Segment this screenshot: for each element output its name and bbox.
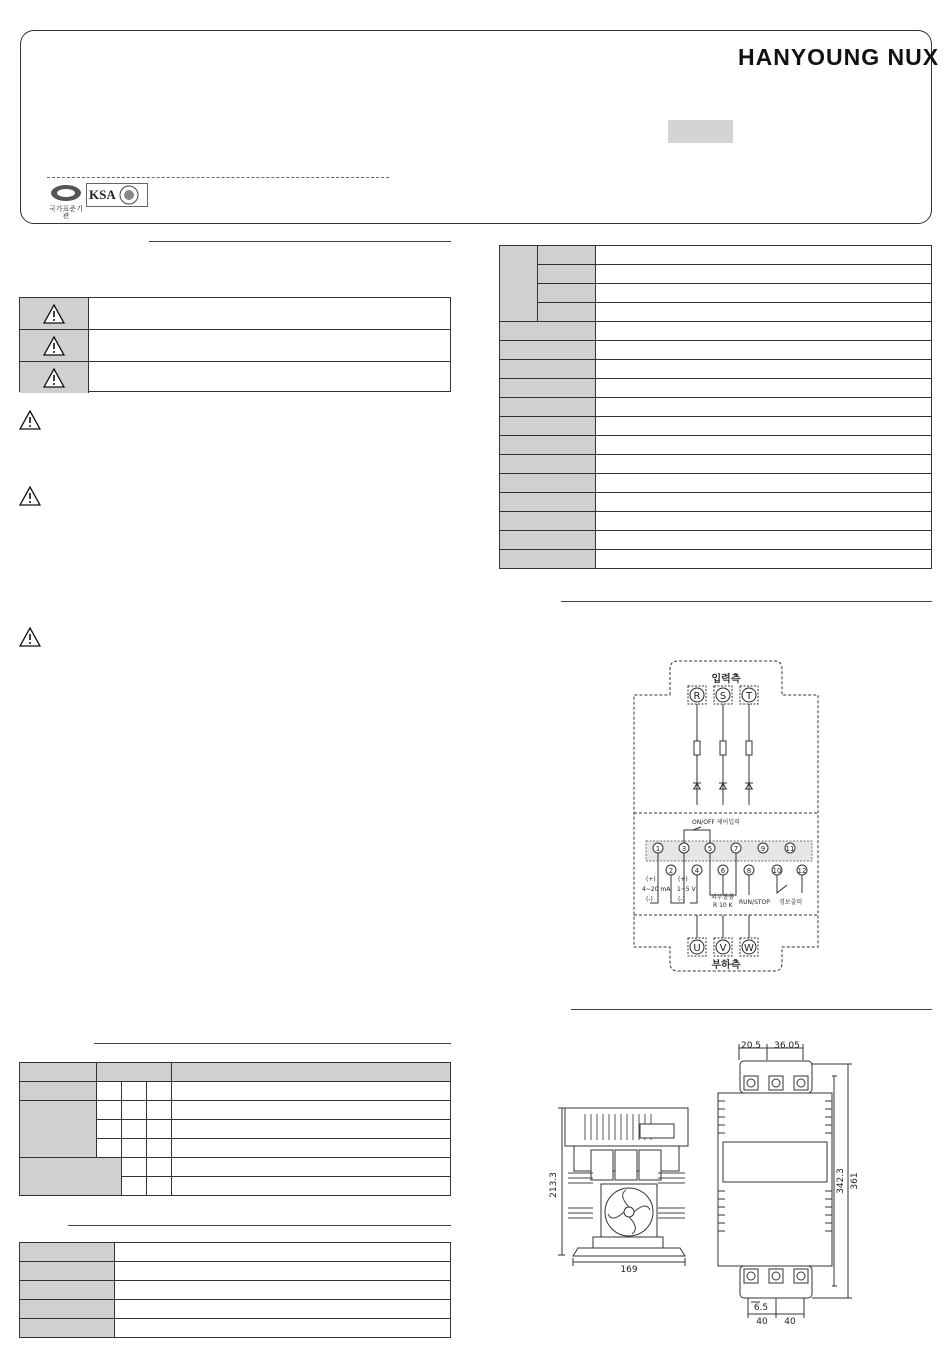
section-rule-5 <box>571 1009 932 1010</box>
terminal-6: 6 <box>720 867 726 875</box>
svg-text:R: R <box>693 691 701 702</box>
terminal-11: 11 <box>785 845 795 853</box>
terminal-R <box>688 686 706 704</box>
svg-text:W: W <box>744 943 754 954</box>
screw-icon <box>747 1272 755 1280</box>
terminal-9: 9 <box>760 845 766 853</box>
side-view-drawing <box>548 1100 698 1275</box>
warning-row <box>20 362 450 393</box>
svg-text:V: V <box>719 943 727 954</box>
terminal-block-icon <box>640 1124 674 1138</box>
dim-side-width: 169 <box>620 1265 638 1275</box>
terminal-10: 10 <box>772 867 782 875</box>
plus-label: (+) <box>646 876 656 883</box>
load-side-label: 부하측 <box>711 960 741 971</box>
brand-logo: HANYOUNG NUX <box>738 44 940 70</box>
minus-label-2: (-) <box>678 896 685 903</box>
section-rule-1 <box>149 241 451 242</box>
plus-label-2: (+) <box>678 876 688 883</box>
warning-triangle-icon <box>19 627 41 647</box>
dim-side-height: 213.3 <box>549 1172 559 1198</box>
front-view-drawing <box>713 1036 863 1326</box>
dim-bottom-b: 40 <box>756 1317 768 1326</box>
terminal-V <box>714 938 732 956</box>
terminal-12: 12 <box>797 867 807 875</box>
fuse-icon <box>694 741 700 755</box>
model-code-table <box>19 1062 451 1196</box>
svg-text:S: S <box>719 691 727 702</box>
svg-text:U: U <box>693 943 701 954</box>
warning-triangle-icon <box>43 336 65 356</box>
screw-icon <box>772 1079 780 1087</box>
spec-table-right <box>499 245 932 569</box>
warning-table <box>19 297 451 392</box>
current-signal-label: 4~20 mA <box>642 886 671 893</box>
pot-value: R 10 K <box>713 902 733 909</box>
cert-label-1: 국가표준기관 <box>49 205 83 220</box>
dim-top-b: 36.05 <box>774 1041 800 1051</box>
terminal-W <box>740 938 758 956</box>
dim-bottom-a: 6.5 <box>753 1303 769 1313</box>
terminal-S <box>714 686 732 704</box>
wiring-diagram <box>620 655 835 975</box>
input-side-label: 입력측 <box>711 674 741 685</box>
dim-height-outer: 361 <box>850 1172 860 1190</box>
terminal-7: 7 <box>733 845 739 853</box>
header-divider <box>47 177 389 178</box>
ksa-text: KSA <box>89 187 116 202</box>
warning-row <box>20 298 450 330</box>
warning-triangle-icon <box>43 304 65 324</box>
terminal-3: 3 <box>681 845 687 853</box>
screw-icon <box>747 1079 755 1087</box>
dim-height-inner: 342.3 <box>836 1168 846 1194</box>
terminal-T <box>740 686 758 704</box>
dim-top-a: 20.5 <box>740 1041 762 1051</box>
dim-bottom-c: 40 <box>784 1317 796 1326</box>
section-rule-4 <box>561 601 932 602</box>
national-standard-logo <box>48 184 84 220</box>
fuse-icon <box>746 741 752 755</box>
section-rule-2 <box>94 1043 451 1044</box>
voltage-signal-label: 1~5 V <box>677 886 696 893</box>
terminal-2: 2 <box>668 867 674 875</box>
fuse-icon <box>720 741 726 755</box>
terminal-1: 1 <box>655 845 661 853</box>
screw-icon <box>772 1272 780 1280</box>
pot-label: 외부볼륨 <box>711 894 735 901</box>
spec-table-bottom <box>19 1242 451 1338</box>
screw-icon <box>797 1272 805 1280</box>
ksa-seal-icon <box>119 185 139 205</box>
gray-label-box <box>668 120 733 143</box>
runstop-label: RUN/STOP <box>739 899 770 906</box>
warning-triangle-icon <box>43 368 65 388</box>
minus-label: (-) <box>646 896 653 903</box>
onoff-label: ON/OFF 제어입력 <box>692 819 740 826</box>
warning-row <box>20 330 450 362</box>
alarm-label: 경보출력 <box>779 899 803 906</box>
warning-triangle-icon <box>19 486 41 506</box>
terminal-4: 4 <box>694 867 700 875</box>
screw-icon <box>797 1079 805 1087</box>
warning-triangle-icon <box>19 410 41 430</box>
section-rule-3 <box>68 1225 451 1226</box>
svg-text:T: T <box>745 691 753 702</box>
ksa-logo <box>86 183 148 207</box>
terminal-5: 5 <box>707 845 713 853</box>
terminal-8: 8 <box>746 867 752 875</box>
terminal-U <box>688 938 706 956</box>
